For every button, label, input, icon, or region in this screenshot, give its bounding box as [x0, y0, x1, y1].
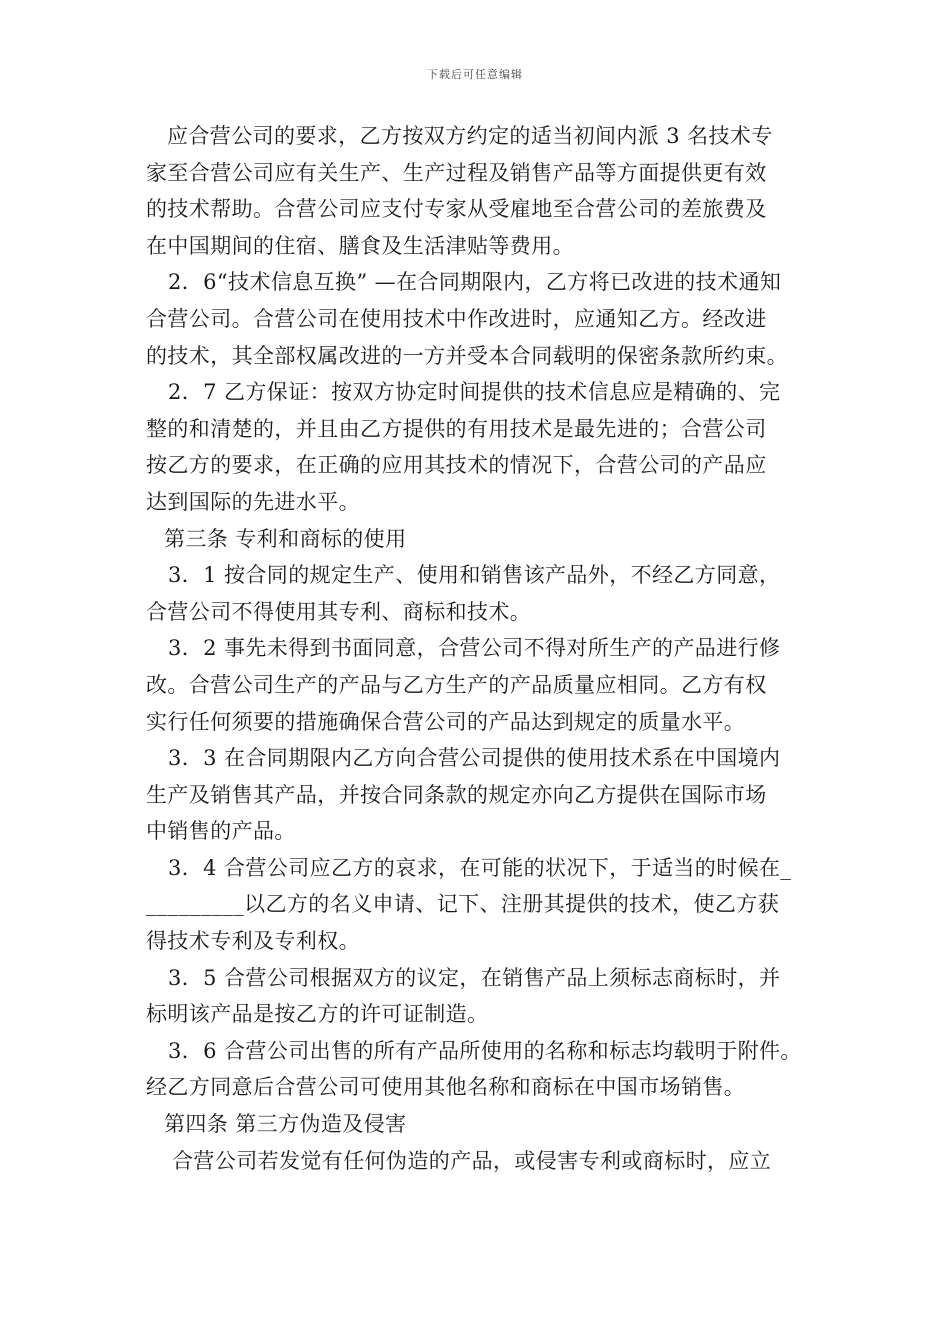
text-line: _________以乙方的名义申请、记下、注册其提供的技术，使乙方获: [146, 892, 780, 917]
text-line: 在中国期间的住宿、膳食及生活津贴等费用。: [146, 233, 574, 258]
text-line: 实行任何须要的措施确保合营公司的产品达到规定的质量水平。: [146, 709, 746, 734]
text-line: 3．5 合营公司根据双方的议定，在销售产品上须标志商标时，并: [168, 965, 781, 990]
text-line: 改。合营公司生产的产品与乙方生产的产品质量应相同。乙方有权: [146, 672, 767, 697]
text-line: 整的和清楚的，并且由乙方提供的有用技术是最先进的；合营公司: [146, 416, 767, 441]
text-line: 合营公司。合营公司在使用技术中作改进时，应通知乙方。经改进: [146, 306, 767, 331]
text-line: 3．3 在合同期限内乙方向合营公司提供的使用技术系在中国境内: [168, 746, 781, 771]
text-line: 3．1 按合同的规定生产、使用和销售该产品外，不经乙方同意，: [168, 563, 781, 588]
text-line: 合营公司若发觉有任何伪造的产品，或侵害专利或商标时，应立: [172, 1148, 772, 1173]
text-line: 2．6“技术信息互换” —在合同期限内，乙方将已改进的技术通知: [168, 270, 782, 295]
text-line: 3．6 合营公司出售的所有产品所使用的名称和标志均载明于附件。: [168, 1038, 802, 1063]
text-line: 3．4 合营公司应乙方的哀求，在可能的状况下，于适当的时候在_: [168, 855, 792, 880]
document-body: [146, 118, 816, 1179]
text-line: 合营公司不得使用其专利、商标和技术。: [146, 599, 532, 624]
text-line: 生产及销售其产品，并按合同条款的规定亦向乙方提供在国际市场: [146, 782, 767, 807]
text-line: 标明该产品是按乙方的许可证制造。: [146, 1002, 489, 1027]
text-line: 达到国际的先进水平。: [146, 489, 360, 514]
section-heading: 第三条 专利和商标的使用: [164, 526, 407, 551]
text-line: 家至合营公司应有关生产、生产过程及销售产品等方面提供更有效: [146, 160, 767, 185]
text-line: 应合营公司的要求，乙方按双方约定的适当初间内派 3 名技术专: [167, 124, 773, 148]
text-line: 的技术，其全部权属改进的一方并受本合同载明的保密条款所约束。: [146, 343, 788, 368]
text-line: 的技术帮助。合营公司应支付专家从受雇地至合营公司的差旅费及: [146, 197, 767, 222]
text-line: 2．7 乙方保证：按双方协定时间提供的技术信息应是精确的、完: [168, 380, 781, 405]
section-heading: 第四条 第三方伪造及侵害: [164, 1112, 407, 1137]
text-line: 中销售的产品。: [146, 819, 296, 844]
text-line: 按乙方的要求，在正确的应用其技术的情况下，合营公司的产品应: [146, 453, 767, 478]
page-header: 下载后可任意编辑: [427, 68, 523, 81]
text-line: 得技术专利及专利权。: [146, 929, 360, 954]
text-line: 经乙方同意后合营公司可使用其他名称和商标在中国市场销售。: [146, 1075, 746, 1100]
text-line: 3．2 事先未得到书面同意，合营公司不得对所生产的产品进行修: [168, 636, 781, 661]
